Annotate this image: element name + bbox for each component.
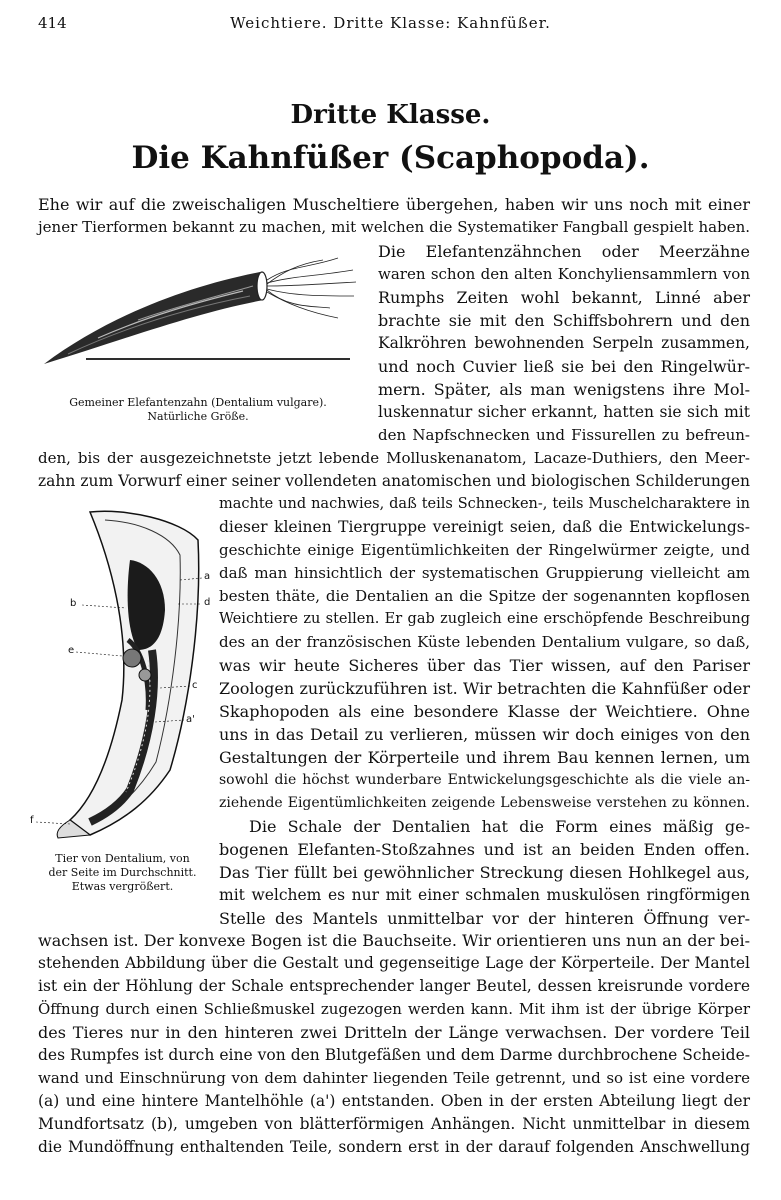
text-line: wand und Einschnürung von dem dahinter liegenden Teile getrennt, und so ist eine vordere: [38, 1069, 750, 1087]
text-line: daß man hinsichtlich der systematischen Gruppierung vielleicht am: [219, 564, 750, 582]
paragraph-full-b: [38, 929, 750, 1169]
figure-label-c: c: [192, 680, 198, 691]
text-line: Skaphopoden als eine besondere Klasse der Weichtiere. Ohne: [219, 702, 750, 721]
caption-line: Gemeiner Elefantenzahn (Dentalium vulgare).: [69, 396, 327, 409]
text-line: machte und nachwies, daß teils Schnecken-, teils Muschelcharaktere in: [219, 496, 750, 512]
text-line: Das Tier füllt bei gewöhnlicher Streckung diesen Hohlkegel aus,: [219, 863, 750, 882]
figure-elefantenzahn: [38, 246, 358, 428]
caption-line: der Seite im Durchschnitt.: [48, 866, 197, 879]
text-line: was wir heute Sicheres über das Tier wissen, auf den Pariser: [219, 656, 750, 675]
figure-label-f: f: [30, 815, 34, 826]
text-line: Weichtiere zu stellen. Er gab zugleich eine erschöpfende Beschreibung: [219, 611, 750, 627]
text-line: geschichte einige Eigentümlichkeiten der Ringelwürmer zeigte, und: [219, 541, 750, 559]
text-line: waren schon den alten Konchyliensammlern von: [378, 265, 750, 283]
figure-label-b: b: [70, 598, 77, 609]
text-line: den, bis der ausgezeichnetste jetzt lebende Molluskenanatom, Lacaze-Duthiers, den Meer-: [38, 449, 750, 467]
text-line: jener Tierformen bekannt zu machen, mit welchen die Systematiker Fangball gespielt haben.: [38, 218, 750, 236]
text-line: Rumphs Zeiten wohl bekannt, Linné aber: [378, 288, 750, 307]
figure-caption: [30, 852, 215, 894]
intro-paragraph: [38, 193, 750, 239]
text-line: Zoologen zurückzuführen ist. Wir betrachten die Kahnfüßer oder: [219, 679, 750, 698]
text-line: ziehende Eigentümlichkeiten zeigende Lebensweise verstehen zu können.: [219, 795, 750, 811]
text-line: Mundfortsatz (b), umgeben von blätterförmigen Anhängen. Nicht unmittelbar in diesem: [38, 1115, 750, 1133]
figure-label-a: a: [204, 571, 211, 582]
text-line: (a) und eine hintere Mantelhöhle (a') entstanden. Oben in der ersten Abteilung liegt der: [38, 1092, 750, 1110]
text-line: ist ein der Höhlung der Schale entsprechender langer Beutel, dessen kreisrunde vordere: [38, 977, 750, 995]
text-line: des an der französischen Küste lebenden Dentalium vulgare, so daß,: [219, 633, 750, 651]
text-line: uns in das Detail zu verlieren, müssen wir doch einiges von den: [219, 725, 750, 744]
text-line: Kalkröhren bewohnenden Serpeln zusammen,: [378, 334, 750, 352]
text-line: dieser kleinen Tiergruppe vereinigt seien, daß die Entwickelungs-: [219, 518, 750, 536]
text-line: Stelle des Mantels unmittelbar vor der hinteren Öffnung ver-: [219, 909, 750, 928]
figure-caption: [38, 396, 358, 424]
figure-label-a-prime: a': [186, 714, 195, 725]
text-line: mit welchem es nur mit einer schmalen muskulösen ringförmigen: [219, 886, 750, 904]
text-line: Öffnung durch einen Schließmuskel zugezogen werden kann. Mit ihm ist der übrige Körper: [38, 1000, 750, 1018]
text-line: wachsen ist. Der konvexe Bogen ist die Bauchseite. Wir orientieren uns nun an der bei-: [38, 931, 750, 950]
text-line: und noch Cuvier ließ sie bei den Ringelwür-: [378, 357, 750, 376]
column-right-1: [378, 240, 750, 450]
figure-label-d: d: [204, 597, 211, 608]
text-line: mern. Später, als man wenigstens ihre Mol-: [378, 380, 750, 399]
column-right-2: [219, 493, 750, 933]
figure-dentalium-section: [30, 500, 215, 900]
text-line: stehenden Abbildung über die Gestalt und gegenseitige Lage der Körperteile. Der Mantel: [38, 954, 750, 972]
text-line: die Mundöffnung enthaltenden Teile, sondern erst in der darauf folgenden Anschwellung: [38, 1138, 750, 1156]
text-line: brachte sie mit den Schiffsbohrern und den: [378, 311, 750, 330]
paragraph-full-a: [38, 447, 750, 493]
tusk-shell-illustration: [38, 246, 358, 386]
text-line: Die Schale der Dentalien hat die Form eines mäßig ge-: [249, 817, 750, 836]
class-heading: Dritte Klasse.: [290, 100, 491, 130]
section-title: Die Kahnfüßer (Scaphopoda).: [131, 140, 650, 176]
text-line: bogenen Elefanten-Stoßzahnes und ist an beiden Enden offen.: [219, 840, 750, 859]
text-line: Ehe wir auf die zweischaligen Muscheltiere übergehen, haben wir uns noch mit einer: [38, 195, 750, 214]
caption-line: Tier von Dentalium, von: [55, 852, 190, 865]
text-line: besten thäte, die Dentalien an die Spitze der sogenannten kopflosen: [219, 587, 750, 605]
text-line: Die Elefantenzähnchen oder Meerzähne: [378, 242, 750, 261]
running-head: Weichtiere. Dritte Klasse: Kahnfüßer.: [230, 14, 551, 32]
text-line: den Napfschnecken und Fissurellen zu befreun-: [378, 426, 750, 444]
text-line: sowohl die höchst wunderbare Entwickelungsgeschichte als die viele an-: [219, 772, 750, 788]
text-line: luskennatur sicher erkannt, hatten sie sich mit: [378, 403, 750, 421]
dentalium-section-illustration: [30, 500, 215, 845]
page-number: 414: [38, 14, 67, 32]
text-line: Gestaltungen der Körperteile und ihrem Bau kennen lernen, um: [219, 748, 750, 767]
caption-line: Etwas vergrößert.: [71, 880, 174, 893]
figure-label-e: e: [68, 645, 75, 656]
text-line: des Tieres nur in den hinteren zwei Dritteln der Länge verwachsen. Der vordere Teil: [38, 1023, 750, 1042]
caption-line: Natürliche Größe.: [147, 410, 249, 423]
text-line: zahn zum Vorwurf einer seiner vollendeten anatomischen und biologischen Schilderungen: [38, 472, 750, 490]
text-line: des Rumpfes ist durch eine von den Blutgefäßen und dem Darme durchbrochene Scheide-: [38, 1046, 750, 1064]
